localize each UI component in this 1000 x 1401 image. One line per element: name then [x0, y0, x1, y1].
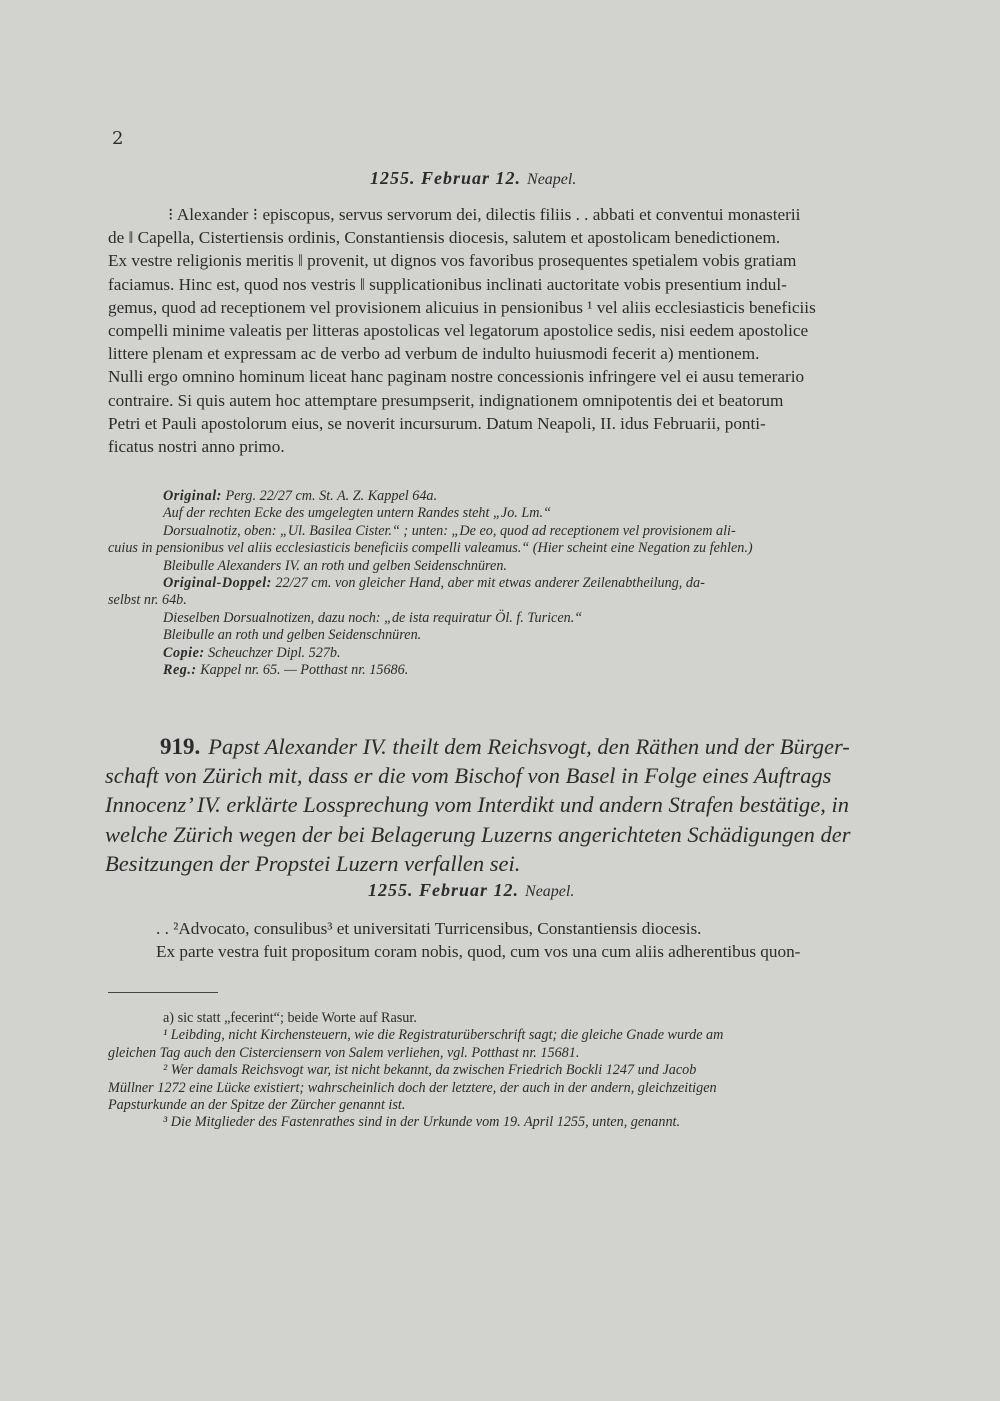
doc1-line: contraire. Si quis autem hoc attemptare presumpserit, indignationem omnipotentis dei et beatorum: [108, 390, 784, 410]
doc1-dateline: [370, 168, 576, 189]
footnote-3: ³ Die Mitglieder des Fastenrathes sind in der Urkunde vom 19. April 1255, unten, genannt.: [163, 1114, 681, 1131]
footnote-divider: [108, 992, 218, 993]
note-line: Dieselben Dorsualnotizen, dazu noch: „de ista requiratur Öl. f. Turicen.“: [163, 609, 583, 626]
doc2-body: [108, 917, 920, 963]
doc2-date: 1255. Februar 12.: [368, 880, 520, 900]
doc2-heading-line: schaft von Zürich mit, dass er die vom Bischof von Basel in Folge eines Auftrags: [105, 763, 832, 789]
footnote-a: a) sic statt „fecerint“; beide Worte auf Rasur.: [163, 1010, 417, 1026]
doc2-place: Neapel.: [525, 883, 575, 900]
note-line: Bleibulle Alexanders IV. an roth und gelben Seidenschnüren.: [163, 557, 507, 574]
doc2-heading-line: Innocenz’ IV. erklärte Lossprechung vom Interdikt und andern Strafen bestätige, in: [105, 792, 850, 818]
doc1-notes: [108, 488, 920, 679]
doc1-line: Nulli ergo omnino hominum liceat hanc paginam nostre concessionis infringere vel ei ausu temerario: [108, 367, 805, 387]
note-line: Auf der rechten Ecke des umgelegten untern Randes steht „Jo. Lm.“: [163, 505, 551, 522]
note-line: Bleibulle an roth und gelben Seidenschnüren.: [163, 627, 422, 644]
doc2-dateline: [368, 880, 574, 901]
doc2-heading: [105, 732, 923, 878]
footnote-1-cont: gleichen Tag auch den Cisterciensern von Salem verliehen, vgl. Potthast nr. 15681.: [108, 1044, 580, 1061]
footnote-2-cont: Papsturkunde an der Spitze der Zürcher genannt ist.: [108, 1097, 406, 1114]
doc1-line: Petri et Pauli apostolorum eius, se noverit incursurum. Datum Neapoli, II. idus Februarii, ponti-: [108, 413, 766, 433]
doc1-line: ficatus nostri anno primo.: [108, 437, 285, 457]
note-reg: Reg.: Kappel nr. 65. — Potthast nr. 15686.: [163, 662, 409, 679]
footnote-2-cont: Müllner 1272 eine Lücke existiert; wahrscheinlich doch der letztere, der auch in der andern, gleichzeitigen: [108, 1079, 717, 1096]
doc2-heading-line: Besitzungen der Propstei Luzern verfallen sei.: [105, 850, 521, 876]
doc1-line: ⁝ Alexander ⁝ episcopus, servus servorum dei, dilectis filiis . . abbati et conventui monasterii: [168, 205, 801, 224]
page-number: 2: [112, 128, 124, 149]
doc1-date: 1255. Februar 12.: [370, 168, 522, 188]
doc1-line: gemus, quod ad receptionem vel provisionem alicuius in pensionibus ¹ vel aliis ecclesiasticis beneficiis: [108, 297, 816, 317]
note-line: cuius in pensionibus vel aliis ecclesiasticis beneficiis compelli valeamus.“ (Hier scheint eine Negation zu fehlen.): [108, 540, 753, 557]
doc2-number: 919.: [160, 734, 201, 759]
doc1-line: compelli minime valeatis per litteras apostolicas vel legatorum apostolice sedis, nisi eedem apostolice: [108, 321, 809, 341]
doc2-heading-line: welche Zürich wegen der bei Belagerung Luzerns angerichteten Schädigungen der: [105, 821, 851, 847]
note-copie: Copie: Scheuchzer Dipl. 527b.: [163, 644, 341, 661]
doc1-place: Neapel.: [527, 171, 577, 188]
note-line: Dorsualnotiz, oben: „Ul. Basilea Cister.“ ; unten: „De eo, quod ad receptionem vel provisionem ali-: [163, 522, 736, 539]
doc2-heading-line: 919. Papst Alexander IV. theilt dem Reichsvogt, den Räthen und der Bürger-: [160, 734, 850, 759]
doc1-line: Ex vestre religionis meritis ‖ provenit, ut dignos vos favoribus prosequentes spetialem vobis gratiam: [108, 251, 797, 271]
doc2-line: Ex parte vestra fuit propositum coram nobis, quod, cum vos una cum aliis adherentibus quon-: [156, 942, 801, 962]
doc1-line: faciamus. Hinc est, quod nos vestris ‖ supplicationibus inclinati auctoritate vobis presentium indul-: [108, 274, 787, 294]
note-original-doppel: Original-Doppel: 22/27 cm. von gleicher Hand, aber mit etwas anderer Zeilenabtheilung, da-: [163, 575, 705, 592]
doc1-body: [108, 203, 920, 458]
footnote-1: ¹ Leibding, nicht Kirchensteuern, wie die Registraturüberschrift sagt; die gleiche Gnade wurde am: [163, 1027, 724, 1044]
footnote-2: ² Wer damals Reichsvogt war, ist nicht bekannt, da zwischen Friedrich Bockli 1247 und Jacob: [163, 1062, 697, 1079]
doc1-line: de ‖ Capella, Cistertiensis ordinis, Constantiensis diocesis, salutem et apostolicam benedictionem.: [108, 228, 781, 248]
note-original: Original: Perg. 22/27 cm. St. A. Z. Kappel 64a.: [163, 488, 438, 504]
footnotes: [108, 1010, 920, 1132]
note-line: selbst nr. 64b.: [108, 592, 187, 609]
doc1-line: littere plenam et expressam ac de verbo ad verbum de indulto huiusmodi fecerit a) mentionem.: [108, 344, 760, 364]
doc2-line: . . ²Advocato, consulibus³ et universitati Turricensibus, Constantiensis diocesis.: [156, 919, 702, 938]
